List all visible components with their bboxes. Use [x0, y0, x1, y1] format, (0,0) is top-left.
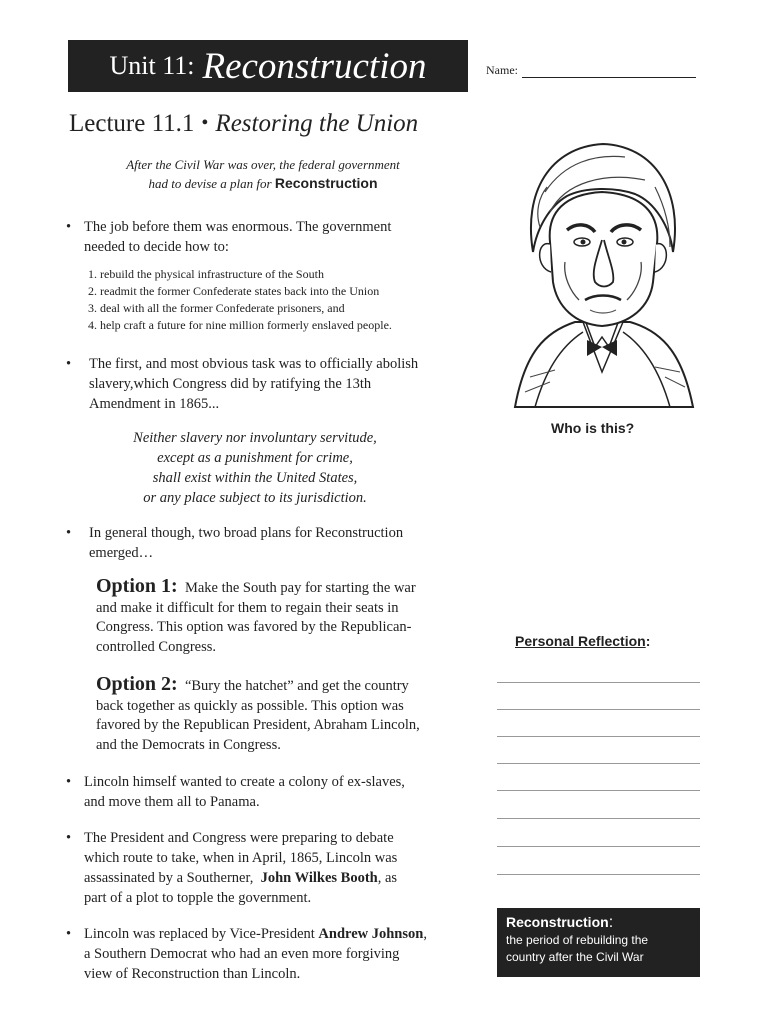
option-line: favored by the Republican President, Abraham Lincoln,	[96, 717, 420, 733]
option-line: back together as quickly as possible. This option was	[96, 697, 404, 714]
personal-reflection-heading	[515, 633, 650, 649]
option-2-first-line	[96, 675, 466, 697]
task-list	[88, 266, 392, 334]
option-1-colon: :	[171, 575, 178, 597]
reflection-line[interactable]	[497, 818, 700, 819]
bullet-line	[84, 868, 397, 888]
quote-line: or any place subject to its jurisdiction.	[143, 490, 367, 506]
lecture-title	[69, 110, 418, 138]
bullet-line: view of Reconstruction than Lincoln.	[84, 966, 301, 982]
portrait-illustration	[505, 132, 700, 412]
unit-title: Reconstruction	[202, 45, 427, 87]
quote-line: Neither slavery nor involuntary servitude,	[133, 430, 377, 446]
option-2-heading: Option 2	[96, 673, 172, 695]
bullet-line: The job before them was enormous. The government	[84, 219, 392, 235]
bullet-text: ,	[423, 926, 427, 942]
option-line: and make it difficult for them to regain their seats in	[96, 599, 399, 616]
caricature-drawing	[505, 132, 700, 412]
option-line: Congress. This option was favored by the Republican-	[96, 619, 412, 635]
bullet-dot: •	[66, 219, 72, 235]
bullet-text: , as	[377, 870, 398, 886]
bullet-dot: •	[66, 356, 72, 372]
bullet-panama	[66, 772, 405, 812]
intro-text	[108, 156, 418, 193]
bullet-line: Amendment in 1865...	[89, 396, 220, 412]
quote-line: except as a punishment for crime,	[157, 450, 353, 466]
reflection-line[interactable]	[497, 709, 700, 710]
option-line: “Bury the hatchet” and get the country	[184, 678, 409, 694]
unit-label: Unit 11:	[109, 51, 195, 80]
bullet-dot: •	[66, 926, 72, 942]
bullet-job	[66, 217, 392, 257]
bullet-line: slavery,which Congress did by ratifying the 13th	[89, 376, 372, 392]
amendment-quote	[120, 428, 390, 508]
definition-text: the period of rebuilding the	[506, 933, 649, 947]
reflection-line[interactable]	[497, 763, 700, 764]
bullet-line: part of a plot to topple the government.	[84, 890, 312, 906]
reflection-label: Personal Reflection	[515, 633, 646, 649]
reflection-line[interactable]	[497, 736, 700, 737]
name-blank-line	[522, 65, 696, 78]
reflection-line[interactable]	[497, 874, 700, 875]
bullet-line: and move them all to Panama.	[84, 794, 260, 810]
bullet-text: assassinated by a Southerner,	[84, 870, 254, 886]
definition-text: country after the Civil War	[506, 950, 644, 964]
option-2-colon: :	[171, 673, 178, 695]
option-1	[96, 577, 466, 657]
name-field	[486, 63, 696, 78]
reflection-colon: :	[645, 633, 651, 649]
bullet-line: emerged…	[89, 545, 154, 561]
list-item: 3. deal with all the former Confederate prisoners, and	[88, 301, 345, 315]
option-line: Make the South pay for starting the war	[184, 580, 416, 596]
option-line: controlled Congress.	[96, 638, 217, 655]
bullet-dot: •	[66, 830, 72, 846]
bullet-line: The first, and most obvious task was to officially abolish	[89, 356, 419, 372]
bullet-abolish	[66, 354, 419, 414]
list-item: 2. readmit the former Confederate states back into the Union	[88, 284, 380, 298]
bullet-line: Lincoln himself wanted to create a colony of ex-slaves,	[84, 774, 405, 790]
reflection-line[interactable]	[497, 682, 700, 683]
bullet-separator: •	[201, 112, 209, 134]
bullet-line: The President and Congress were preparing to debate	[84, 830, 394, 846]
option-line: and the Democrats in Congress.	[96, 736, 281, 753]
johnson-name: Andrew Johnson	[318, 926, 424, 942]
list-item: 4. help craft a future for nine million formerly enslaved people.	[88, 318, 392, 332]
bullet-assassination	[66, 828, 398, 908]
name-label: Name:	[486, 63, 518, 77]
bullet-line	[84, 924, 427, 944]
bullet-johnson	[66, 924, 427, 984]
definition-box	[497, 908, 700, 977]
option-1-heading: Option 1	[96, 575, 172, 597]
reflection-line[interactable]	[497, 846, 700, 847]
definition-colon: :	[608, 914, 614, 931]
bullet-dot: •	[66, 525, 72, 541]
bullet-line: which route to take, when in April, 1865, Lincoln was	[84, 850, 398, 866]
definition-term-row	[506, 914, 691, 932]
definition-term: Reconstruction	[506, 914, 609, 930]
unit-banner	[68, 40, 468, 92]
bullet-dot: •	[66, 774, 72, 790]
intro-line-2	[108, 174, 418, 193]
lecture-subtitle: Restoring the Union	[215, 110, 419, 137]
reflection-line[interactable]	[497, 790, 700, 791]
bullet-line: a Southern Democrat who had an even more forgiving	[84, 946, 400, 962]
intro-keyword: Reconstruction	[274, 175, 378, 191]
bullet-text: Lincoln was replaced by Vice-President	[84, 926, 315, 942]
booth-name: John Wilkes Booth	[260, 870, 378, 886]
list-item: 1. rebuild the physical infrastructure of the South	[88, 267, 324, 281]
bullet-line: In general though, two broad plans for Reconstruction	[89, 525, 404, 541]
who-is-this-label: Who is this?	[551, 420, 635, 436]
quote-line: shall exist within the United States,	[152, 470, 358, 486]
lecture-number: Lecture 11.1	[69, 110, 195, 137]
bullet-line: needed to decide how to:	[84, 239, 229, 255]
intro-line-2-text: had to devise a plan for	[148, 176, 272, 191]
option-1-first-line	[96, 577, 466, 599]
option-2	[96, 675, 466, 755]
intro-line-1: After the Civil War was over, the federal government	[126, 157, 400, 172]
bullet-two-plans	[66, 523, 404, 563]
